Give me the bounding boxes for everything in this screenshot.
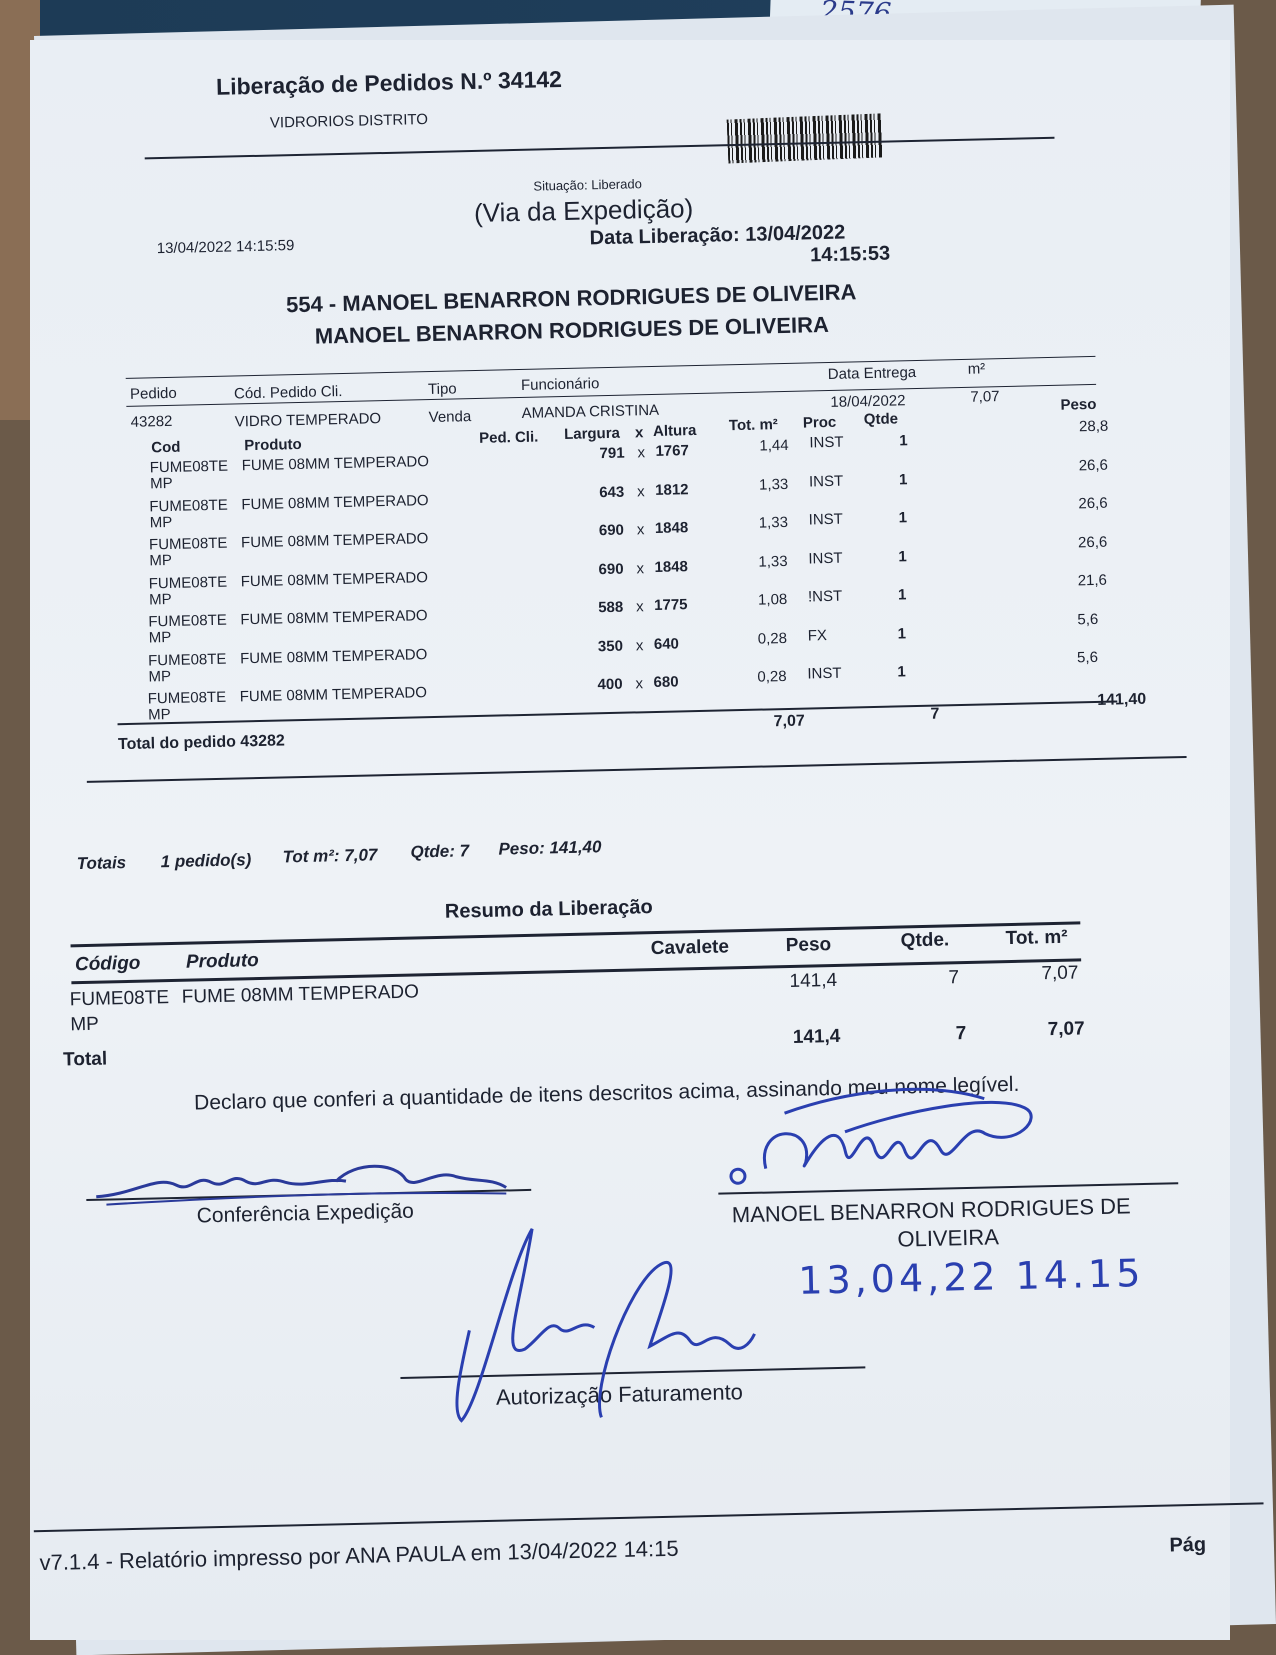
header-divider <box>145 137 1055 160</box>
item-proc: INST <box>808 510 844 529</box>
item-cod: FUME08TE <box>147 688 227 708</box>
conferencia-label: Conferência Expedição <box>196 1199 415 1228</box>
item-x: x <box>635 675 644 693</box>
item-cod2: MP <box>148 628 172 647</box>
item-largura: 791 <box>599 444 625 463</box>
order-section-divider <box>87 756 1187 783</box>
summary-row-codigo: FUME08TE <box>69 987 170 1011</box>
client-signature-name1: MANOEL BENARRON RODRIGUES DE <box>731 1193 1131 1228</box>
item-altura: 1848 <box>654 519 689 537</box>
item-qtde: 1 <box>898 547 907 565</box>
company-name: VIDRORIOS DISTRITO <box>269 110 429 132</box>
summary-row-codigo2: MP <box>70 1013 100 1036</box>
item-cod: FUME08TE <box>149 496 228 515</box>
item-produto: FUME 08MM TEMPERADO <box>240 568 429 590</box>
order-total-peso: 141,40 <box>1097 690 1147 709</box>
col-pedido: Pedido <box>129 384 177 403</box>
item-largura: 690 <box>598 521 625 540</box>
barcode <box>727 113 884 163</box>
summary-row-peso: 141,4 <box>789 969 838 993</box>
item-qtde: 1 <box>898 470 908 488</box>
item-tot-m2: 1,33 <box>758 552 788 571</box>
summary-total-label: Total <box>62 1048 108 1071</box>
client-line2: MANOEL BENARRON RODRIGUES DE OLIVEIRA <box>314 311 830 349</box>
col-funcionario: Funcionário <box>520 375 600 394</box>
item-altura: 1767 <box>655 442 690 460</box>
summary-row-tot-m2: 7,07 <box>1041 962 1079 985</box>
footer-divider <box>34 1502 1264 1532</box>
item-altura: 640 <box>653 634 680 653</box>
totals-pedidos: 1 pedido(s) <box>160 850 252 872</box>
item-proc: INST <box>809 433 844 452</box>
item-tot-m2: 1,33 <box>758 475 789 494</box>
document-title: Liberação de Pedidos N.º 34142 <box>215 65 563 100</box>
client-line1: 554 - MANOEL BENARRON RODRIGUES DE OLIVEIRA <box>285 279 857 318</box>
footer-text: v7.1.4 - Relatório impresso por ANA PAULA em 13/04/2022 14:15 <box>39 1535 679 1576</box>
items-col-altura: Altura <box>652 421 697 440</box>
item-qtde: 1 <box>898 509 908 527</box>
item-tot-m2: 0,28 <box>757 668 787 686</box>
items-col-produto: Produto <box>244 435 302 455</box>
release-time: 14:15:53 <box>809 242 891 267</box>
items-col-ped-cli: Ped. Cli. <box>478 428 539 447</box>
item-cod: FUME08TE <box>149 457 229 477</box>
item-x: x <box>637 444 646 462</box>
items-col-tot-m2: Tot. m² <box>728 416 778 435</box>
summary-col-produto: Produto <box>185 950 260 973</box>
release-date: Data Liberação: 13/04/2022 <box>589 221 846 250</box>
item-x: x <box>637 482 645 500</box>
copy-label: (Via da Expedição) <box>473 193 694 228</box>
handwritten-date: 13,04,22 14.15 <box>797 1251 1145 1303</box>
item-produto: FUME 08MM TEMPERADO <box>240 530 429 552</box>
order-total-qtde: 7 <box>930 705 940 723</box>
order-top-divider <box>126 356 1096 379</box>
item-largura: 643 <box>599 483 625 501</box>
item-peso: 26,6 <box>1078 494 1108 513</box>
summary-col-tot-m2: Tot. m² <box>1005 926 1068 950</box>
summary-row-produto: FUME 08MM TEMPERADO <box>181 981 420 1008</box>
item-produto: FUME 08MM TEMPERADO <box>239 645 428 667</box>
summary-col-qtde: Qtde. <box>900 929 950 952</box>
item-produto: FUME 08MM TEMPERADO <box>241 491 429 513</box>
items-col-largura: Largura <box>563 424 621 443</box>
item-proc: FX <box>807 626 828 645</box>
val-tipo: Venda <box>428 408 472 427</box>
items-col-cod: Cod <box>151 438 181 457</box>
item-cod: FUME08TE <box>147 650 227 669</box>
item-tot-m2: 1,08 <box>757 590 788 609</box>
item-cod2: MP <box>147 705 171 724</box>
val-pedido: 43282 <box>130 412 173 431</box>
item-produto: FUME 08MM TEMPERADO <box>239 684 428 706</box>
item-cod2: MP <box>148 667 172 685</box>
items-col-qtde: Qtde <box>863 410 899 429</box>
col-m2: m² <box>967 360 986 378</box>
item-peso: 5,6 <box>1076 648 1099 667</box>
col-tipo: Tipo <box>427 380 457 399</box>
item-altura: 1848 <box>654 557 689 576</box>
item-peso: 5,6 <box>1077 610 1099 628</box>
printed-datetime: 13/04/2022 14:15:59 <box>156 237 295 258</box>
document-content <box>30 13 1266 1640</box>
val-funcionario: AMANDA CRISTINA <box>521 401 660 422</box>
item-tot-m2: 0,28 <box>757 629 788 648</box>
autorizacao-signature <box>427 1204 762 1436</box>
status-label: Situação: Liberado <box>533 176 643 194</box>
item-altura: 1775 <box>653 596 688 614</box>
item-cod: FUME08TE <box>148 611 227 631</box>
col-cod-pedido-cli: Cód. Pedido Cli. <box>233 383 343 403</box>
summary-col-codigo: Código <box>74 952 141 976</box>
col-data-entrega: Data Entrega <box>827 363 917 383</box>
totals-m2: Tot m²: 7,07 <box>282 845 378 867</box>
summary-total-peso: 141,4 <box>792 1025 841 1048</box>
item-cod2: MP <box>149 513 173 531</box>
item-peso: 26,6 <box>1078 456 1109 474</box>
summary-row-qtde: 7 <box>948 967 960 989</box>
item-proc: INST <box>808 549 843 567</box>
item-tot-m2: 1,44 <box>759 436 789 455</box>
client-signature-name2: OLIVEIRA <box>897 1224 1000 1252</box>
item-proc: INST <box>808 472 844 490</box>
item-peso: 21,6 <box>1077 571 1108 590</box>
summary-total-qtde: 7 <box>955 1023 967 1045</box>
item-qtde: 1 <box>897 624 907 642</box>
items-col-proc: Proc <box>802 413 837 432</box>
item-cod2: MP <box>148 590 172 608</box>
items-col-peso: Peso <box>1060 395 1097 414</box>
item-largura: 588 <box>598 598 624 617</box>
client-signature <box>724 1077 1047 1199</box>
item-qtde: 1 <box>897 663 906 681</box>
item-produto: FUME 08MM TEMPERADO <box>240 607 428 629</box>
totals-peso: Peso: 141,40 <box>498 837 602 859</box>
footer-page-label: Pág <box>1169 1533 1207 1557</box>
val-data-entrega: 18/04/2022 <box>830 392 906 411</box>
autorizacao-label: Autorização Faturamento <box>495 1379 744 1410</box>
item-altura: 680 <box>653 673 679 692</box>
item-qtde: 1 <box>897 586 907 604</box>
order-total-label: Total do pedido 43282 <box>117 732 286 754</box>
val-m2: 7,07 <box>970 388 1000 406</box>
totals-qtde: Qtde: 7 <box>410 841 470 862</box>
item-cod2: MP <box>149 551 173 570</box>
item-cod: FUME08TE <box>148 534 228 554</box>
items-col-x: x <box>634 424 644 442</box>
item-x: x <box>636 521 645 539</box>
document-sheet <box>30 40 1230 1640</box>
item-cod2: MP <box>149 474 173 493</box>
item-proc: !NST <box>807 587 843 606</box>
val-cod-pedido-cli: VIDRO TEMPERADO <box>234 410 382 431</box>
item-cod: FUME08TE <box>148 573 228 592</box>
item-largura: 400 <box>597 675 623 694</box>
item-peso: 28,8 <box>1078 417 1109 436</box>
item-largura: 690 <box>598 560 624 578</box>
totals-label: Totais <box>76 853 127 874</box>
item-x: x <box>636 598 644 616</box>
item-x: x <box>635 636 644 654</box>
summary-col-cavalete: Cavalete <box>650 936 730 960</box>
summary-col-peso: Peso <box>785 934 832 957</box>
item-tot-m2: 1,33 <box>758 513 789 532</box>
item-largura: 350 <box>597 637 624 655</box>
order-total-m2: 7,07 <box>773 712 805 731</box>
item-altura: 1812 <box>654 480 689 499</box>
item-qtde: 1 <box>899 432 908 450</box>
declaration-text: Declaro que conferi a quantidade de itens descritos acima, assinando meu nome legível. <box>193 1072 1020 1115</box>
item-peso: 26,6 <box>1077 533 1108 551</box>
summary-title: Resumo da Liberação <box>444 896 653 923</box>
item-x: x <box>636 559 645 577</box>
item-proc: INST <box>807 664 842 683</box>
summary-total-tot-m2: 7,07 <box>1047 1018 1085 1041</box>
item-produto: FUME 08MM TEMPERADO <box>241 453 430 475</box>
